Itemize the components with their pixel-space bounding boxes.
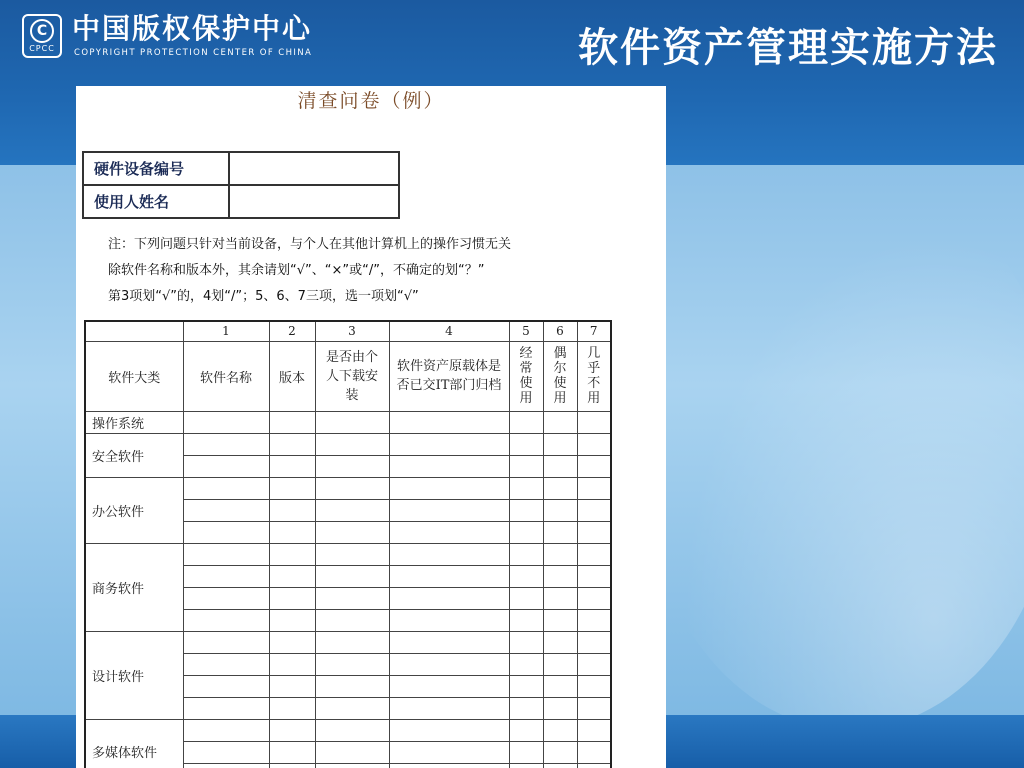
answer-cell[interactable] — [269, 477, 315, 499]
header-rarely-text: 几 乎 不 用 — [587, 346, 601, 406]
column-number: 4 — [389, 321, 509, 341]
column-number-row — [85, 321, 611, 341]
answer-cell[interactable] — [315, 565, 389, 587]
answer-cell[interactable] — [389, 499, 509, 521]
answer-cell[interactable] — [509, 411, 543, 433]
header-name: 软件名称 — [183, 341, 269, 411]
answer-cell[interactable] — [543, 609, 577, 631]
answer-cell[interactable] — [543, 521, 577, 543]
column-number: 6 — [543, 321, 577, 341]
category-cell: 安全软件 — [85, 433, 183, 477]
answer-cell[interactable] — [389, 741, 509, 763]
answer-cell[interactable] — [315, 477, 389, 499]
answer-cell[interactable] — [577, 697, 611, 719]
answer-cell[interactable] — [543, 543, 577, 565]
answer-cell[interactable] — [315, 697, 389, 719]
answer-cell[interactable] — [269, 675, 315, 697]
header-occasional — [543, 341, 577, 411]
answer-cell[interactable] — [389, 411, 509, 433]
category-cell: 设计软件 — [85, 631, 183, 719]
answer-cell[interactable] — [315, 609, 389, 631]
answer-cell[interactable] — [389, 433, 509, 455]
answer-cell[interactable] — [577, 521, 611, 543]
answer-cell[interactable] — [543, 499, 577, 521]
answer-cell[interactable] — [577, 631, 611, 653]
answer-cell[interactable] — [577, 719, 611, 741]
answer-cell[interactable] — [269, 565, 315, 587]
answer-cell[interactable] — [509, 521, 543, 543]
answer-cell[interactable] — [577, 565, 611, 587]
category-cell: 操作系统 — [85, 411, 183, 433]
column-number: 5 — [509, 321, 543, 341]
answer-cell[interactable] — [577, 587, 611, 609]
answer-cell[interactable] — [315, 411, 389, 433]
instructions — [108, 232, 666, 310]
answer-cell[interactable] — [183, 697, 269, 719]
header-version: 版本 — [269, 341, 315, 411]
answer-cell[interactable] — [543, 455, 577, 477]
answer-cell[interactable] — [315, 763, 389, 768]
logo-abbr: CPCC — [29, 44, 55, 53]
answer-cell[interactable] — [543, 411, 577, 433]
answer-cell[interactable] — [577, 543, 611, 565]
answer-cell[interactable] — [389, 697, 509, 719]
answer-cell[interactable] — [315, 433, 389, 455]
answer-cell[interactable] — [509, 543, 543, 565]
copyright-icon — [22, 14, 62, 58]
device-field[interactable] — [229, 152, 399, 185]
answer-cell[interactable] — [269, 741, 315, 763]
answer-cell[interactable] — [389, 653, 509, 675]
answer-cell[interactable] — [183, 455, 269, 477]
answer-cell[interactable] — [509, 609, 543, 631]
answer-cell[interactable] — [577, 477, 611, 499]
table-row — [85, 631, 611, 653]
answer-cell[interactable] — [315, 631, 389, 653]
answer-cell[interactable] — [315, 719, 389, 741]
answer-cell[interactable] — [509, 477, 543, 499]
header-category: 软件大类 — [85, 341, 183, 411]
answer-cell[interactable] — [183, 521, 269, 543]
answer-cell[interactable] — [315, 499, 389, 521]
header-often-text: 经 常 使 用 — [519, 346, 533, 406]
answer-cell[interactable] — [269, 521, 315, 543]
answer-cell[interactable] — [577, 499, 611, 521]
answer-cell[interactable] — [509, 455, 543, 477]
answer-cell[interactable] — [183, 433, 269, 455]
user-row — [83, 185, 399, 218]
answer-cell[interactable] — [543, 433, 577, 455]
instruction-line: 除软件名称和版本外，其余请划“√”、“×”或“/”，不确定的划“？” — [108, 263, 485, 278]
column-header-row — [85, 341, 611, 411]
category-cell: 多媒体软件 — [85, 719, 183, 768]
answer-cell[interactable] — [577, 675, 611, 697]
answer-cell[interactable] — [543, 697, 577, 719]
answer-cell[interactable] — [543, 763, 577, 768]
table-row — [85, 719, 611, 741]
answer-cell[interactable] — [183, 565, 269, 587]
column-number: 7 — [577, 321, 611, 341]
answer-cell[interactable] — [543, 675, 577, 697]
identity-table — [82, 151, 400, 219]
answer-cell[interactable] — [389, 455, 509, 477]
logo-mark-letter: C — [30, 19, 54, 43]
header-asset-filed: 软件资产原载体是否已交IT部门归档 — [389, 341, 509, 411]
answer-cell[interactable] — [389, 763, 509, 768]
answer-cell[interactable] — [509, 653, 543, 675]
answer-cell[interactable] — [269, 697, 315, 719]
answer-cell[interactable] — [543, 719, 577, 741]
answer-cell[interactable] — [577, 763, 611, 768]
answer-cell[interactable] — [183, 763, 269, 768]
answer-cell[interactable] — [543, 565, 577, 587]
survey-table — [84, 320, 612, 768]
answer-cell[interactable] — [577, 653, 611, 675]
answer-cell[interactable] — [183, 675, 269, 697]
logo-english-name: COPYRIGHT PROTECTION CENTER OF CHINA — [74, 48, 313, 58]
answer-cell[interactable] — [183, 543, 269, 565]
answer-cell[interactable] — [183, 587, 269, 609]
answer-cell[interactable] — [543, 631, 577, 653]
answer-cell[interactable] — [183, 631, 269, 653]
answer-cell[interactable] — [543, 653, 577, 675]
answer-cell[interactable] — [389, 477, 509, 499]
answer-cell[interactable] — [509, 697, 543, 719]
header-rarely — [577, 341, 611, 411]
header-often — [509, 341, 543, 411]
answer-cell[interactable] — [389, 609, 509, 631]
answer-cell[interactable] — [269, 719, 315, 741]
answer-cell[interactable] — [543, 477, 577, 499]
answer-cell[interactable] — [509, 433, 543, 455]
answer-cell[interactable] — [389, 675, 509, 697]
answer-cell[interactable] — [509, 587, 543, 609]
answer-cell[interactable] — [509, 631, 543, 653]
answer-cell[interactable] — [183, 741, 269, 763]
slide-title: 软件资产管理实施方法 — [578, 25, 998, 71]
answer-cell[interactable] — [183, 609, 269, 631]
answer-cell[interactable] — [577, 433, 611, 455]
answer-cell[interactable] — [183, 477, 269, 499]
answer-cell[interactable] — [543, 741, 577, 763]
answer-cell[interactable] — [543, 587, 577, 609]
instruction-line: 第3项划“√”的，4划“/”；5、6、7三项，选一项划“√” — [108, 289, 419, 304]
answer-cell[interactable] — [315, 587, 389, 609]
answer-cell[interactable] — [315, 455, 389, 477]
column-number: 2 — [269, 321, 315, 341]
answer-cell[interactable] — [389, 543, 509, 565]
answer-cell[interactable] — [269, 631, 315, 653]
questionnaire-document — [76, 86, 666, 768]
answer-cell[interactable] — [269, 433, 315, 455]
header-occasional-text: 偶 尔 使 用 — [553, 346, 567, 406]
table-row — [85, 433, 611, 455]
answer-cell[interactable] — [509, 719, 543, 741]
answer-cell[interactable] — [509, 741, 543, 763]
answer-cell[interactable] — [389, 631, 509, 653]
answer-cell[interactable] — [183, 499, 269, 521]
table-row — [85, 477, 611, 499]
cpcc-logo — [22, 12, 332, 62]
answer-cell[interactable] — [315, 653, 389, 675]
device-row — [83, 152, 399, 185]
answer-cell[interactable] — [269, 609, 315, 631]
document-title: 清查问卷（例） — [297, 90, 445, 112]
answer-cell[interactable] — [315, 675, 389, 697]
category-cell: 商务软件 — [85, 543, 183, 631]
column-number: 3 — [315, 321, 389, 341]
answer-cell[interactable] — [269, 543, 315, 565]
answer-cell[interactable] — [577, 411, 611, 433]
answer-cell[interactable] — [389, 521, 509, 543]
table-row — [85, 411, 611, 433]
answer-cell[interactable] — [183, 411, 269, 433]
answer-cell[interactable] — [389, 565, 509, 587]
answer-cell[interactable] — [509, 565, 543, 587]
answer-cell[interactable] — [315, 543, 389, 565]
answer-cell[interactable] — [183, 719, 269, 741]
answer-cell[interactable] — [269, 763, 315, 768]
answer-cell[interactable] — [577, 609, 611, 631]
answer-cell[interactable] — [389, 587, 509, 609]
answer-cell[interactable] — [183, 653, 269, 675]
answer-cell[interactable] — [577, 455, 611, 477]
answer-cell[interactable] — [315, 741, 389, 763]
category-cell: 办公软件 — [85, 477, 183, 543]
table-row — [85, 543, 611, 565]
device-label: 硬件设备编号 — [83, 152, 229, 185]
answer-cell[interactable] — [577, 741, 611, 763]
answer-cell[interactable] — [509, 675, 543, 697]
answer-cell[interactable] — [509, 499, 543, 521]
answer-cell[interactable] — [509, 763, 543, 768]
answer-cell[interactable] — [269, 653, 315, 675]
answer-cell[interactable] — [269, 455, 315, 477]
answer-cell[interactable] — [389, 719, 509, 741]
logo-chinese-name: 中国版权保护中心 — [72, 12, 313, 45]
answer-cell[interactable] — [315, 521, 389, 543]
user-field[interactable] — [229, 185, 399, 218]
instruction-line: 注：下列问题只针对当前设备，与个人在其他计算机上的操作习惯无关 — [108, 237, 512, 252]
user-label: 使用人姓名 — [83, 185, 229, 218]
answer-cell[interactable] — [269, 411, 315, 433]
answer-cell[interactable] — [269, 499, 315, 521]
number-cell-blank — [85, 321, 183, 341]
header-self-installed: 是否由个人下载安装 — [315, 341, 389, 411]
column-number: 1 — [183, 321, 269, 341]
answer-cell[interactable] — [269, 587, 315, 609]
